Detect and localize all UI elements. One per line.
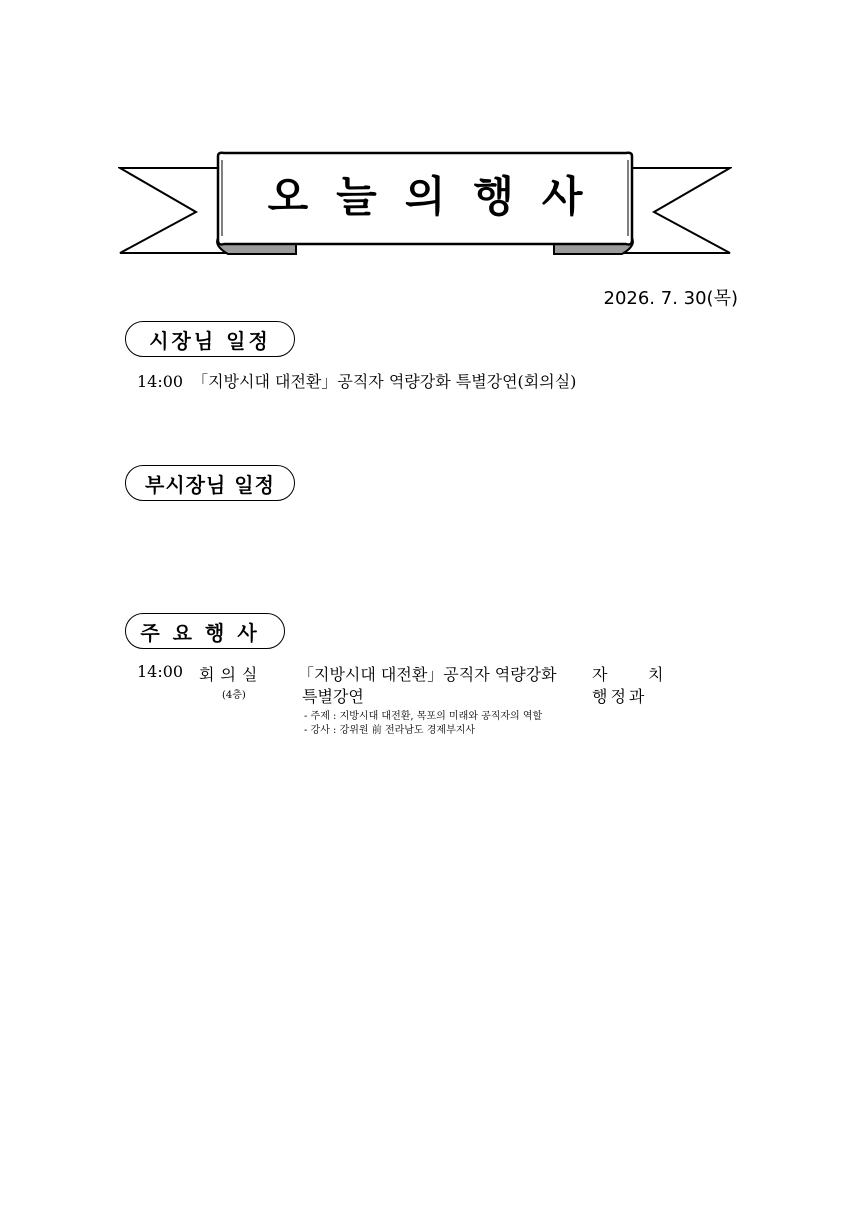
event-detail-topic: - 주제 : 지방시대 대전환, 목포의 미래와 공직자의 역할 xyxy=(304,711,543,722)
event-time: 14:00 xyxy=(137,662,184,681)
document-date: 2026. 7. 30(목) xyxy=(603,288,738,309)
event-title-line2: 특별강연 xyxy=(302,687,364,706)
event-dept-part3: 행정과 xyxy=(592,687,648,706)
event-detail-speaker: - 강사 : 강위원 前 전라남도 경제부지사 xyxy=(304,725,476,736)
page-banner xyxy=(118,150,732,260)
main-events-heading: 주요행사 xyxy=(125,613,285,649)
event-title-line1: 「지방시대 대전환」공직자 역량강화 xyxy=(298,665,557,684)
event-dept-part1: 자 xyxy=(592,665,608,684)
mayor-schedule-heading: 시장님 일정 xyxy=(125,321,295,357)
vice-mayor-schedule-heading: 부시장님 일정 xyxy=(125,465,295,501)
mayor-schedule-item xyxy=(137,369,576,392)
mayor-item-time: 14:00 xyxy=(137,372,184,391)
event-floor: (4층) xyxy=(222,690,246,701)
event-dept-part2: 치 xyxy=(648,665,664,684)
banner-title: 오늘의행사 xyxy=(267,172,611,221)
event-place: 회의실 xyxy=(199,665,264,684)
mayor-item-text: 「지방시대 대전환」공직자 역량강화 특별강연(회의실) xyxy=(192,372,577,391)
